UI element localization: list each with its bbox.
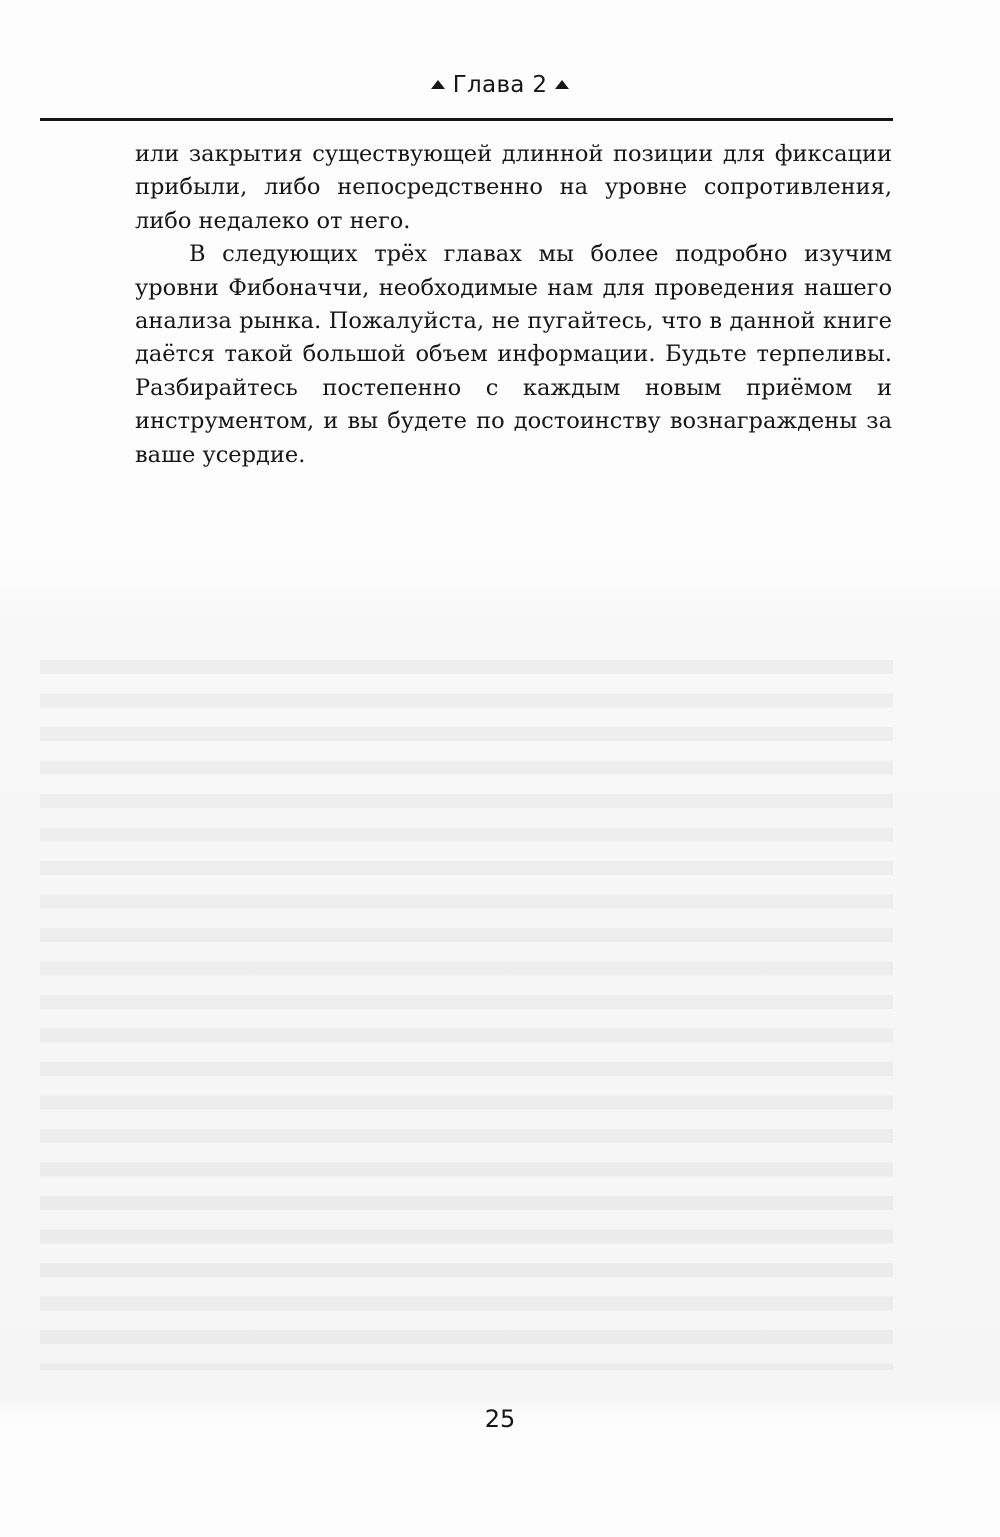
- page-number: 25: [484, 1405, 516, 1433]
- triangle-right-icon: [555, 80, 569, 89]
- running-head: [0, 72, 1000, 98]
- paragraph-2: В следующих трёх главах мы более подробно изучим уровни Фибоначчи, необходимые нам для проведения нашего анализа рынка. Пожалуйста, не пугайтесь, что в данной книге даётся такой большой объем информации. Будьте терпеливы. Разбирайтесь постепенно с каждым новым приёмом и инструментом, и вы будете по достоинству вознаграждены за ваше усердие.: [135, 241, 892, 468]
- body-text: [135, 138, 892, 472]
- paragraph-1: или закрытия существующей длинной позиции для фиксации прибыли, либо непосредственно на уровне сопротивления, либо недалеко от него.: [135, 141, 892, 234]
- chapter-title: Глава 2: [452, 72, 548, 98]
- triangle-left-icon: [431, 80, 445, 89]
- bleed-through-shadow: [40, 650, 893, 1370]
- header-rule: [40, 118, 893, 121]
- bleed-through-heading-shadow: [280, 540, 880, 580]
